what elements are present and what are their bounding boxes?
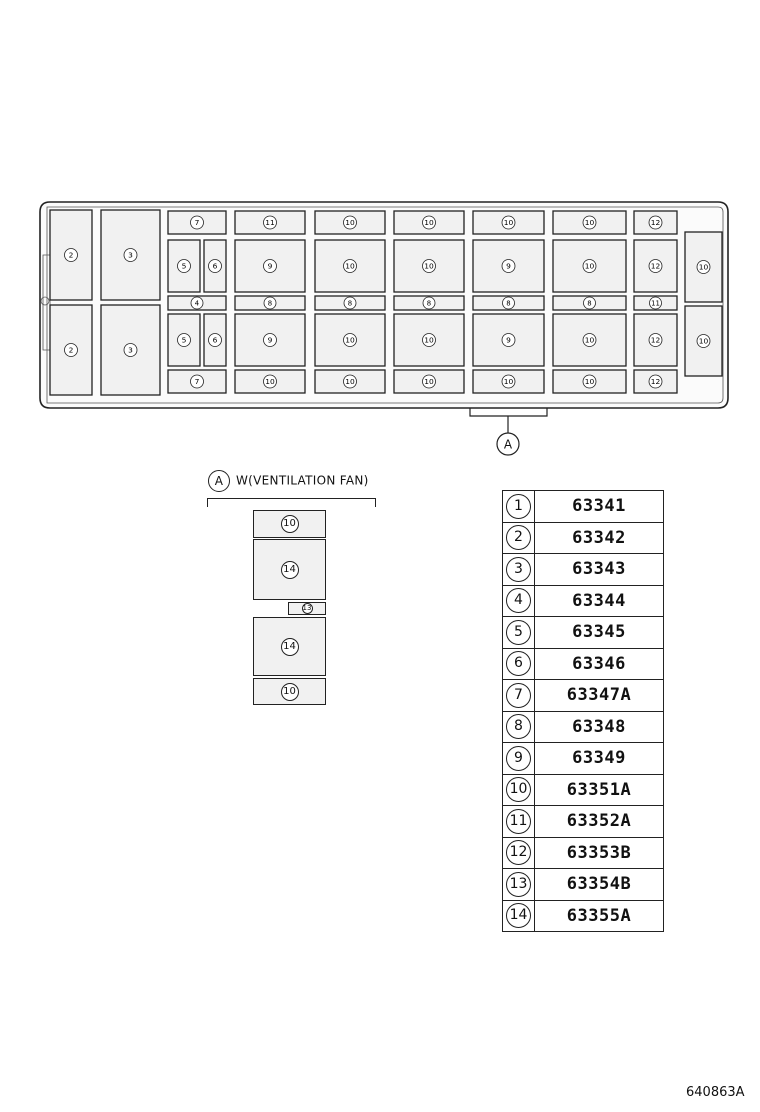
roof-panel-number: 11: [651, 299, 660, 308]
parts-key-cell: [503, 680, 535, 712]
parts-table-row: [503, 648, 664, 680]
roof-panel-number: 5: [181, 261, 187, 271]
roof-panel-number: 12: [650, 261, 661, 271]
parts-table-row: [503, 585, 664, 617]
roof-panel-number: 10: [345, 218, 355, 228]
parts-table-row: [503, 900, 664, 932]
part-number: 63349: [535, 743, 664, 775]
parts-key-number: 5: [506, 620, 531, 645]
ventilation-fan-detail: [200, 470, 400, 710]
detail-panel-10-top: [253, 510, 326, 538]
roof-panel-number: 10: [265, 377, 275, 387]
parts-table-row: [503, 617, 664, 649]
roof-panel-number: 10: [345, 377, 355, 387]
parts-key-cell: [503, 554, 535, 586]
part-number: 63351A: [535, 774, 664, 806]
parts-key-cell: [503, 617, 535, 649]
parts-key-number: 2: [506, 525, 531, 550]
roof-panel-number: 10: [698, 336, 709, 346]
roof-panel-number: 12: [650, 377, 661, 387]
parts-key-cell: [503, 837, 535, 869]
roof-panel-number: 7: [194, 218, 200, 228]
parts-table-row: [503, 711, 664, 743]
parts-key-number: 12: [506, 840, 531, 865]
roof-panel-number: 6: [212, 261, 218, 271]
detail-panel-10-bottom: [253, 678, 326, 705]
parts-key-cell: [503, 806, 535, 838]
detail-panel-number: 14: [281, 561, 299, 579]
part-number: 63345: [535, 617, 664, 649]
roof-panel-number: 10: [424, 377, 434, 387]
parts-key-number: 11: [506, 809, 531, 834]
reference-code: 640863A: [686, 1085, 745, 1100]
part-number: 63346: [535, 648, 664, 680]
roof-panel-number: 10: [345, 261, 355, 271]
detail-title: W(VENTILATION FAN): [236, 473, 369, 488]
roof-panel-number: 8: [506, 299, 511, 308]
roof-panel-number: 10: [503, 377, 514, 387]
roof-panel-number: 5: [181, 335, 187, 345]
roof-panel-number: 4: [194, 299, 200, 308]
parts-key-number: 9: [506, 746, 531, 771]
parts-table-row: [503, 743, 664, 775]
parts-key-number: 1: [506, 494, 531, 519]
roof-panel-number: 12: [650, 218, 661, 228]
detail-panel-13: [288, 602, 326, 615]
part-number: 63348: [535, 711, 664, 743]
parts-key-cell: [503, 522, 535, 554]
parts-key-number: 7: [506, 683, 531, 708]
callout-bracket: [470, 408, 547, 433]
parts-key-cell: [503, 743, 535, 775]
roof-panel-number: 9: [506, 335, 511, 345]
part-number: 63344: [535, 585, 664, 617]
roof-panel-number: 12: [650, 335, 661, 345]
roof-panel-number: 11: [265, 218, 275, 228]
parts-key-number: 10: [506, 777, 531, 802]
roof-panel-number: 8: [267, 299, 273, 308]
roof-panel-number: 10: [503, 218, 514, 228]
parts-table-row: [503, 680, 664, 712]
roof-panel-number: 10: [345, 335, 355, 345]
roof-panel-number: 2: [68, 250, 74, 260]
parts-table-row: [503, 869, 664, 901]
parts-table-row: [503, 491, 664, 523]
parts-key-number: 4: [506, 588, 531, 613]
parts-key-number: 8: [506, 714, 531, 739]
parts-key-cell: [503, 774, 535, 806]
part-number: 63353B: [535, 837, 664, 869]
roof-panel-number: 10: [584, 335, 595, 345]
part-number: 63354B: [535, 869, 664, 901]
part-number: 63342: [535, 522, 664, 554]
part-number: 63355A: [535, 900, 664, 932]
roof-panel-number: 10: [584, 377, 595, 387]
roof-panel-number: 3: [128, 250, 133, 260]
part-number: 63343: [535, 554, 664, 586]
part-number: 63352A: [535, 806, 664, 838]
parts-key-number: 14: [506, 903, 531, 928]
parts-table-row: [503, 837, 664, 869]
detail-panel-number: 13: [302, 604, 312, 612]
roof-panel-number: 9: [267, 335, 273, 345]
roof-panel-number: 9: [267, 261, 273, 271]
parts-key-cell: [503, 585, 535, 617]
parts-key-number: 13: [506, 872, 531, 897]
detail-panel-14-lower: [253, 617, 326, 676]
parts-table-row: [503, 806, 664, 838]
detail-panel-14-upper: [253, 539, 326, 600]
roof-panel-number: 8: [587, 299, 592, 308]
roof-panel-number: 10: [424, 218, 434, 228]
roof-panel-number: 9: [506, 261, 511, 271]
detail-bracket: [207, 498, 376, 507]
part-number: 63341: [535, 491, 664, 523]
parts-table-row: [503, 774, 664, 806]
roof-panel-number: 8: [347, 299, 353, 308]
part-number: 63347A: [535, 680, 664, 712]
roof-panel-number: 8: [426, 299, 432, 308]
roof-panel-number: 6: [212, 335, 218, 345]
parts-key-number: 3: [506, 557, 531, 582]
parts-key-number: 6: [506, 651, 531, 676]
parts-key-cell: [503, 491, 535, 523]
roof-panel-layout: [0, 0, 760, 470]
detail-header: [208, 470, 369, 496]
roof-panel-number: 10: [424, 335, 434, 345]
parts-key-cell: [503, 869, 535, 901]
detail-panel-number: 10: [281, 683, 299, 701]
detail-panel-number: 14: [281, 638, 299, 656]
roof-panel-number: 2: [68, 345, 74, 355]
roof-panel-number: 10: [584, 261, 595, 271]
roof-panel-number: 10: [584, 218, 595, 228]
roof-panel-number: 10: [424, 261, 434, 271]
detail-badge: A: [208, 470, 230, 492]
parts-key-cell: [503, 711, 535, 743]
roof-panel-number: 10: [698, 262, 709, 272]
parts-key-cell: [503, 648, 535, 680]
parts-table-row: [503, 522, 664, 554]
callout-label: A: [503, 437, 513, 452]
parts-key-cell: [503, 900, 535, 932]
roof-panel-number: 3: [128, 345, 133, 355]
parts-table-row: [503, 554, 664, 586]
parts-number-table: [502, 490, 664, 932]
detail-panel-number: 10: [281, 515, 299, 533]
roof-panel-number: 7: [194, 377, 200, 387]
